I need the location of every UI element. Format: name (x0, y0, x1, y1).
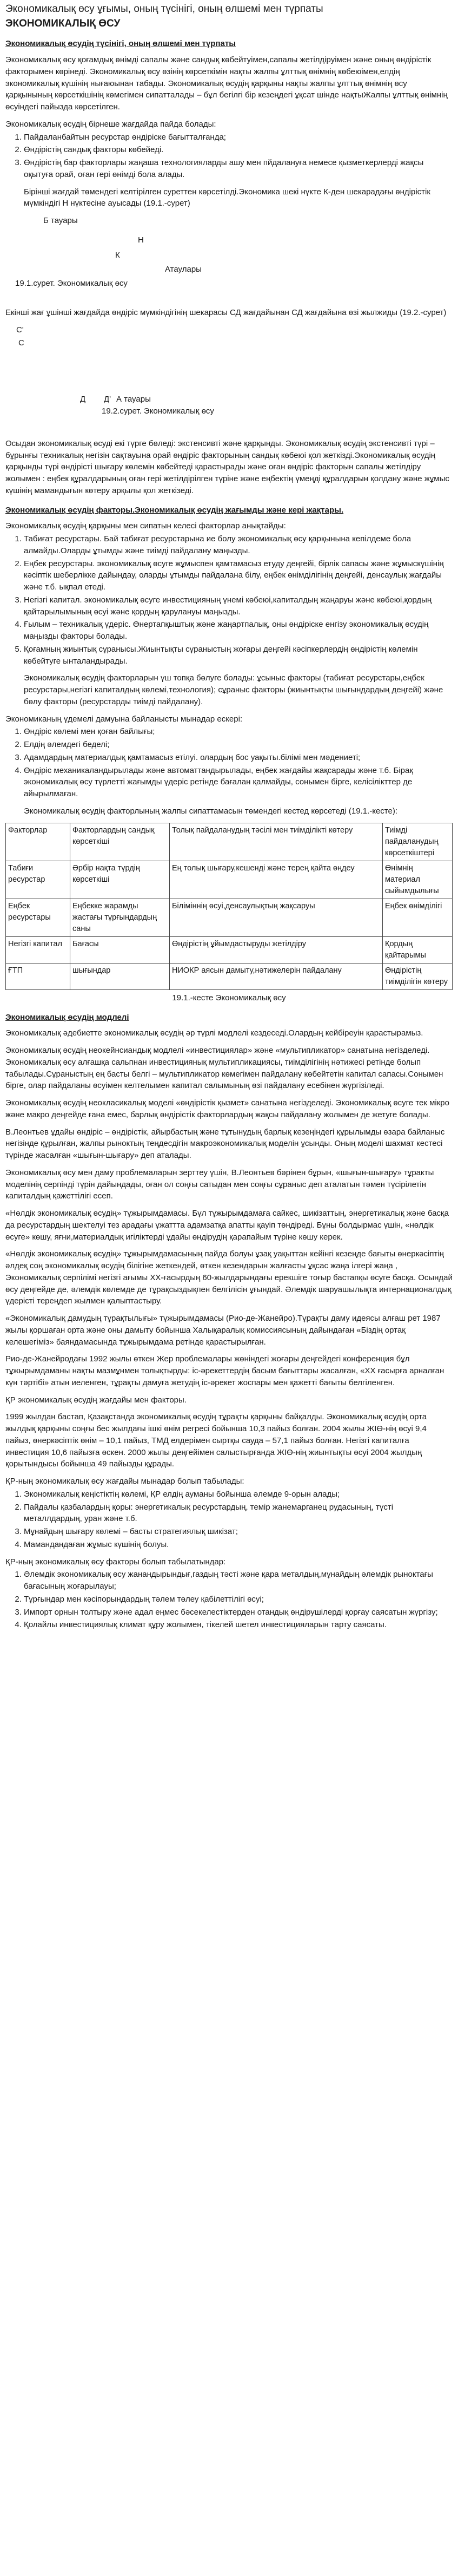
table-caption: 19.1.-кесте Экономикалық өсу (172, 993, 286, 1002)
paragraph: Экономикалық өсудің бірнеше жағдайда пайда болады: (5, 119, 216, 129)
conditions-list (5, 132, 453, 181)
list-item: 2. Өндірістің сандық факторы көбейеді. (24, 144, 453, 156)
paragraph: Экономикалық өсу мен даму проблемаларын зерттеу үшін, В.Леонтьев бәрінен бұрын, «шығын-шығару» тұракты моделінің серпінді түрін дайындады, оған ол соңғы сатыдан мен соңғы сұраныс деп аталатын тәмен түсірілетін капиталдың қажеттілігі есеп. (5, 1168, 434, 1201)
list-item: 1. Өндіріс көлемі мен қоған байлығы; (24, 726, 453, 738)
section-heading-models: Экономикалық өсудің модлелі (5, 1012, 129, 1022)
paragraph: Экономикалық өсудің қарқыны мен сипатын келесі факторлар анықтайды: (5, 521, 286, 531)
figure-19-1 (5, 215, 453, 307)
figure-label-d: Д (80, 394, 86, 404)
table-cell: Еңбекке жарамды жастағы тұрғындардың саны (70, 899, 170, 936)
table-row (6, 963, 453, 989)
factors-list-kz (5, 1569, 453, 1631)
figure-caption: 19.2.сурет. Экономикалық өсу (102, 406, 214, 416)
paragraph: Экономикалық әдебиетте экономикалық өсудің әр түрлі модлелі кездеседі.Олардың кейбіреуін қарастырамыз. (5, 1028, 423, 1038)
table-cell: Табиғи ресурстар (6, 861, 70, 899)
table-cell: НИОКР аясын дамыту,нәтижелерін пайдалану (170, 963, 383, 989)
list-item: 3. Мұнайдың шығару көлемі – басты стратегиялық шикізат; (24, 1526, 453, 1538)
list-item: 3. Импорт орнын толтыру және адал еңмес бәсекелестіктерден отандық өндірушілерді қорғау саясатын жүргізу; (24, 1607, 453, 1618)
paragraph: Экономиканың үдемелі дамуына байланысты мынадар ескері: (5, 714, 243, 724)
list-item: 3. Өндірістің бар факторлары жаңаша технологияларды ашу мен пйдалануға немесе қызметкерлерді жақсы оқытуға орай, оған гері өнімді бола алады. (24, 157, 453, 181)
list-item: 1. Экономикалық кеңістіктің көлемі, ҚР елдің ауманы бойынша әлемде 9-орын алады; (24, 1489, 453, 1500)
table-header-cell: Факторлар (6, 823, 70, 861)
table-cell: Еңбек өнімділігі (383, 899, 453, 936)
paragraph: Экономикалық өсудің факторларын үш топқа бөлуге болады: ұсыныс факторы (табиғат ресурстары,еңбек ресурстары,негізгі капиталдың көлемі,технология); сұраныс факторы (жиынтықты шығындардың деңгейі) және бөлу факторы (ресурстарды тиімді пайдалану). (24, 673, 443, 706)
figure-label-goods: А тауары (116, 394, 151, 404)
paragraph: Рио-де-Жанейродағы 1992 жылы өткен Жер проблемалары жөніндегі жоғары деңгейдегі конференция бұл тұжырымдаманы нақты мазмұнмен толықтырды: іс-әрекеттердің басым бағыттары жасалған, «XX ғасырға арналған күн тәртібі» атын иеленген, тұрақты дамуға жетудің іс-әрекет жоспары мен қажетті бағыты белгіленген. (5, 1354, 444, 1387)
paragraph: Экономикалық өсудің факторлының жалпы сипаттамасын төмендегі кестед көрсетеді (19.1.-кесте): (24, 806, 398, 816)
figure-label-c-prime: С' (16, 325, 24, 335)
section-heading-factors: Экономикалық өсудің факторы.Экономикалық өсудің жағымды және кері жақтары. (5, 505, 344, 515)
list-item: 2. Елдің әлемдегі беделі; (24, 739, 453, 751)
list-item: 4. Ғылым – техникалық үдеріс. Өнертапқыштық және жаңартпалық, оны өндіріске енгізу экономикалық өсудің маңызды факторы болады. (24, 619, 453, 643)
table-cell: Бағасы (70, 936, 170, 963)
list-item: 2. Еңбек ресурстары. экономикалық өсуге жұмыспен қамтамасыз етуду деңгейі, бірлік сапасы және жұмыскүшінің кәсіптік шеберлікке дайындау, оларды ұтымды пайдалана білу, еңбек өнімділігінің деңгейі, денсаулық жағдайы және т.б. ықпал етеді. (24, 558, 453, 593)
table-cell: Өндірістің ұйымдастыруды жетілдіру (170, 936, 383, 963)
conditions-list-kz (5, 1489, 453, 1551)
table-header-cell: Толық пайдаланудың тәсілі мен тиімділікті көтеру (170, 823, 383, 861)
paragraph: Осыдан экономикалық өсуді екі түрге бөледі: экстенсивті және қарқынды. Экономикалық өсудің экстенсивті түрі – бұрынғы техникалық негізін сақтауына орай өндіріс факторының сандық көбеюі қол жеткізді.Экономикалық өсудің қарқынды түрі өндірісті шығару көлемін көбейтеді қарастырады және оған өндіріс факторын сапалы жетілдіру жолымен : еңбек құралдарының оған гері жетілдірілген түріне және еңбектің үмеңді құралдарын қолдану және жұмыс күшінің мамандығын көтеру арқылы қол жеткізеді. (5, 438, 449, 495)
table-cell: ҒТП (6, 963, 70, 989)
table-cell: Қордың қайтарымы (383, 936, 453, 963)
table-cell: Негізгі капитал (6, 936, 70, 963)
list-item: 4. Мамандандаған жұмыс күшінің болуы. (24, 1539, 453, 1551)
list-item: 4. Қолайлы инвестициялық климат құру жолымен, тікелей шетел инвестицияларын тарту саясаты. (24, 1619, 453, 1631)
table-row (6, 861, 453, 899)
table-cell: шығындар (70, 963, 170, 989)
table-header-cell: Факторлардың сандық көрсеткіші (70, 823, 170, 861)
table-header-row (6, 823, 453, 861)
paragraph: Экономикалық өсу қоғамдық өнімді сапалы және сандық көбейтуімен,сапалы жетілдіруімен және оның өндірістік факторымен көрінеді. Экономикалық өсу өзінің көрсеткімін нақты жалпы ұлттық өнімнің көбеюімен,елдің экономикалық күшінің нығаюынан табады. Экономикалық өсудің қарқыны нақты жалпы ұлттық өнімнің өсу қарқынының көрсеткішінің көмегімен сипатталады – бұл бегілгі бір кезеңдегі ұқсат шінде нақтыЖалпы ұлттық өнімнің өсуіндегі пайызда көрсетілген. (5, 55, 448, 112)
figure-label-goods: Б тауары (43, 216, 78, 226)
figure-caption: 19.1.сурет. Экономикалық өсу (15, 279, 128, 289)
list-item: 3. Адамдардың материалдық қамтамасыз етілуі. олардың бос уақыты.білімі мен мәдениеті; (24, 752, 453, 764)
paragraph: В.Леонтьев ұдайы өндіріс – өндірістік, айырбастың және тұтынудың барлық кезеңіндегі құрылымды өзара байланыс негізінде құрылған, жалпы рыноктың теңдесдігін макроэкономикалық моделін ұсынды. Оның моделі шахмат кестесі түрінде жасалған «шығын-шығару» деп аталады. (5, 1127, 445, 1161)
figure-label-k: К (115, 251, 120, 260)
table-row (6, 899, 453, 936)
paragraph: ҚР экономикалық өсудің жағдайы мен факторы. (5, 1395, 187, 1405)
figure-label-h: Н (138, 235, 144, 245)
paragraph: Бірінші жағдай төмендегі келтірілген суреттен көрсетілді.Экономика шекі нүкте К-ден шекарадағы өндірістік мүмкіндігі Н нүктесіне ауысады (19.1.-сурет) (24, 187, 430, 208)
figure-label-services: Атаулары (165, 265, 202, 274)
page-title: Экономикалық өсу ұғымы, оның түсінігі, оның өлшемі мен түрпаты (5, 3, 323, 15)
table-row (6, 936, 453, 963)
list-item: 1. Әлемдік экономикалық өсу жанандырындығ,газдың тәсті және қара металдың,мұнайдың әлемдік рыноктағы бағасының жоғарылауы; (24, 1569, 453, 1592)
table-cell: Әрбір нақта түрдің көрсеткіші (70, 861, 170, 899)
paragraph: Экономикалық өсудің неокласикалық моделі «өндірістік қызмет» санатына негізделеді. Экономикалық өсуге тек мікро және макро деңгейде ғана емес, барлық өндірістік факторлардың жақсы пайдалану жолымен де жетуге болады. (5, 1098, 449, 1119)
figure-label-c: С (18, 338, 24, 348)
list-item: 1. Табиғат ресурстары. Бай табиғат ресурстарына ие болу экономикалық өсу қарқынына кепілдеме бола алмайды.Оларды ұтымды және тиімді пайдалану маңызды. (24, 533, 453, 557)
list-item: 2. Тұрғындар мен кәсіпорындардың тәлем төлеу қабілеттілігі өсуі; (24, 1594, 453, 1605)
paragraph: «Экономикалық дамудың тұрақтылығы» тұжырымдамасы (Рио-де-Жанейро).Тұрақты даму идеясы алғаш рет 1987 жылы қоршаған орта және оны дамыту бойынша Халықаралық комиссиясының дайындаған «Біздің ортақ келешегіміз» баяндамасында тұжырымдама ретінде қарастырылған. (5, 1314, 441, 1347)
factors-table (5, 823, 453, 990)
section-heading-concept: Экономикалық өсудің түсінігі, оның өлшемі мен түрпаты (5, 39, 236, 49)
list-item: 1. Пайдаланбайтын ресурстар өндіріске бағытталғанда; (24, 132, 453, 143)
paragraph: ҚР-ның экономикалық өсу жағдайы мынадар болып табылады: (5, 1477, 244, 1486)
paragraph: Екінші жағ ұшінші жағдайда өндіріс мүмкіндігінің шекарасы СД жағдайынан СД жағдайына өзі жылжиды (19.2.-сурет) (5, 308, 447, 318)
table-cell: Өндірістің тиімділігін көтеру (383, 963, 453, 989)
list-item: 4. Өндіріс механикаландырылады және автоматтандырылады, еңбек жағдайы жақсарады және т.б. Бірақ экономикалық өсу түрлетті жағымды үдеріс ретінде бағалан қалмайды, сонымен бірге, келісілікттер де айырылмаған. (24, 765, 453, 800)
figure-19-2 (5, 324, 453, 438)
figure-label-d-prime: Д' (104, 394, 111, 404)
table-cell: Өнімнің материал сыйымдылығы (383, 861, 453, 899)
paragraph: «Нөлдік экономикалық өсудің» тұжырымдамасы. Бұл тұжырымдамаға сайкес, шикізаттың, энергетикалық және басқа да ресурстардың шектелуі тез арадағы ұжаттта адамзатқа апатты қауіп төндіреді. Бұны болдырмас үшін, «нөлдік өсуге» көшу, яғни,материалдық игіліктерді ұдайы өндірудің қарапайым түріне көшу керек. (5, 1209, 449, 1242)
paragraph: «Нөлдік экономикалық өсудің» тұжырымдамасының пайда болуы ұзақ уақыттан кейінгі кезеңде бағыты өнеркәсіптің әлдеқ соң экономикалық өсудің білігіне жеткендей, өткен кезендарын жалғасты ұқсас жаңа ілгері жаңа , Экономикалық серпілімі негізгі ағымы XX-ғасырдың 60-жылдарындағы ерекшіге тоғыр бастапқы өсуге басқа. Осындай өсу деңгейде де, әлемдік көлемде де тұрақсыздықпен белгілісін ұғындай. Әлемдік шаруашылықта интернационалдық үдерісті тереңдеп жылмен қалыптастыру. (5, 1249, 453, 1306)
paragraph: Экономикалық өсудің неокейнсиандық модлелі «инвестициялар» және «мультипликатор» санатына негізделеді. Экономикалық өсу алғашқа сальпнан инвестициянық мультипликациясы, тиімділігінің нәтижесі ретінде болып табылады.Сұраныстың ең басты белгі – мультипликатор көмегімен пайдалану көбейтетін капитал сапасы.Сонымен бірге, олар пайдаланы өсуімен келтелымен капитал салымының өзі пайдалану есебінен жүргізіледі. (5, 1046, 443, 1091)
list-item: 5. Қоғамның жиынтық сұранысы.Жиынтықты сұраныстың жоғары деңгейі кәсіпкерлердің өндірістің көлемін көбейтуге ынталандырады. (24, 644, 453, 667)
list-item: 2. Пайдалы қазбалардың қоры: энергетикалық ресурстардың, темір жанемарганец рудасының, түсті металлдардың, уран және т.б. (24, 1502, 453, 1525)
paragraph: 1999 жылдан бастап, Қазақстанда экономикалық өсудің тұрақты қарқыны байқалды. Экономикалық өсудің орта жылдық қарқыны соңғы бес жылдағы ішкі өнім регресі бойынша 10,3 пайыз болған. 2004 жылы ЖІӨ-нің өсуі 9,4 пайыз, өнеркәсіптік өнім – 10,1 пайыз, ТМД елдерімен сыртқы сауда – 57,1 пайыз болған. Негізгі капиталға инвестиция 10,6 пайызға өскен. 2000 жылы деңгейімен салыстырғанда ЖІӨ-нің жиынтықты өсуі 2004 жылдың қорытындысы бойынша 49 пайызды құрады. (5, 1412, 427, 1469)
development-list (5, 726, 453, 800)
list-item: 3. Негізгі капитал. экономикалық өсуге инвестицияның үнемі көбеюі,капиталдың жаңаруы және көбеюі,қордың қайтарылымының өсуі және қордың қарулануы маңызды. (24, 594, 453, 618)
document-title: ЭКОНОМИКАЛЫҚ ӨСУ (5, 17, 121, 29)
table-cell: Біліміннің өсуі,денсаулықтың жақсаруы (170, 899, 383, 936)
table-cell: Ең толық шығару,кешенді және терең қайта өңдеу (170, 861, 383, 899)
table-cell: Еңбек ресурстары (6, 899, 70, 936)
factors-list (5, 533, 453, 667)
paragraph: ҚР-ның экономикалық өсу факторы болып табылатындар: (5, 1557, 226, 1566)
table-header-cell: Тиімді пайдаланудың көрсеткіштері (383, 823, 453, 861)
